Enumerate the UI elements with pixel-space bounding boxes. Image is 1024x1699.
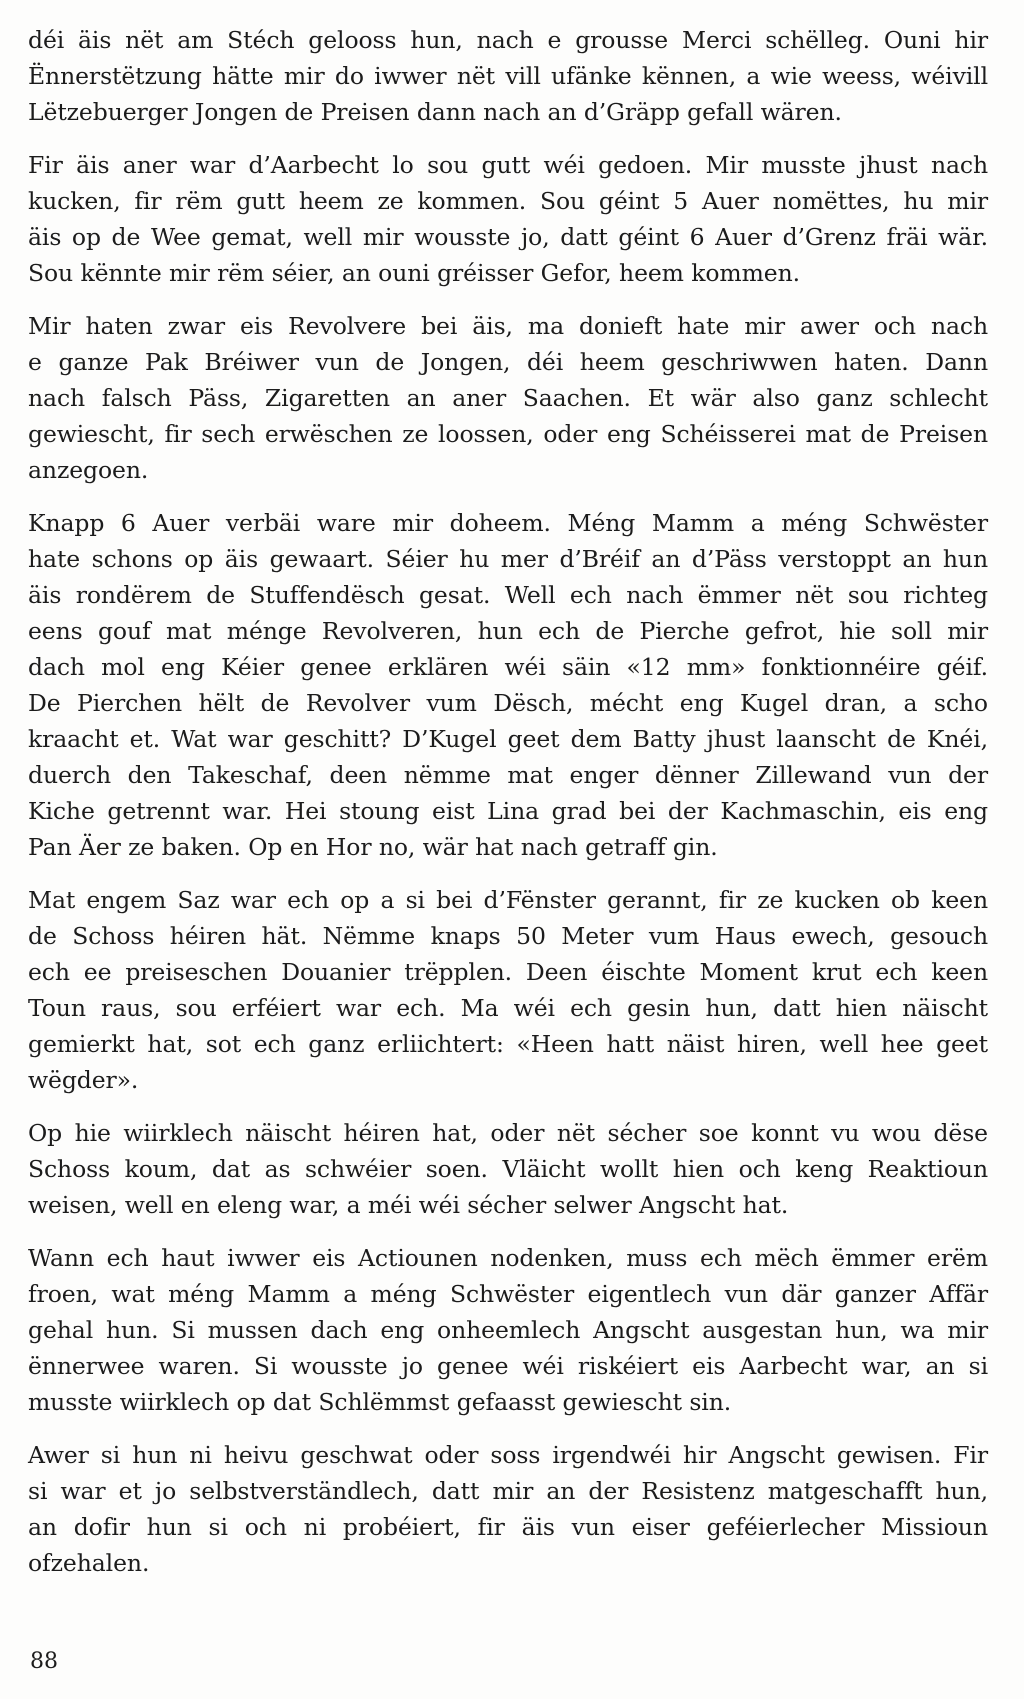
text-line: si war et jo selbstverständlech, datt mir an der Resistenz matgeschafft hun, bbox=[28, 1477, 988, 1505]
text-line: Fir äis aner war d’Aarbecht lo sou gutt wéi gedoen. Mir musste jhust nach bbox=[28, 151, 988, 179]
text-line: Wann ech haut iwwer eis Actiounen nodenken, muss ech mëch ëmmer erëm bbox=[28, 1244, 988, 1272]
paragraph bbox=[28, 147, 988, 291]
text-line: duerch den Takeschaf, deen nëmme mat enger dënner Zillewand vun der bbox=[28, 761, 988, 789]
text-line: Kiche getrennt war. Hei stoung eist Lina grad bei der Kachmaschin, eis eng bbox=[28, 797, 988, 825]
text-line: Op hie wiirklech näischt héiren hat, oder nët sécher soe konnt vu wou dëse bbox=[28, 1119, 988, 1147]
text-line: äis op de Wee gemat, well mir wousste jo, datt géint 6 Auer d’Grenz fräi wär. bbox=[28, 223, 988, 251]
text-line: kraacht et. Wat war geschitt? D’Kugel geet dem Batty jhust laanscht de Knéi, bbox=[28, 725, 988, 753]
text-line: Schoss koum, dat as schwéier soen. Vläicht wollt hien och keng Reaktioun bbox=[28, 1155, 988, 1183]
text-line: anzegoen. bbox=[28, 456, 149, 484]
text-line: gemierkt hat, sot ech ganz erliichtert: «Heen hatt näist hiren, well hee geet bbox=[28, 1030, 988, 1058]
paragraph bbox=[28, 22, 988, 130]
paragraph bbox=[28, 1437, 988, 1581]
text-line: äis rondërem de Stuffendësch gesat. Well ech nach ëmmer nët sou richteg bbox=[28, 581, 988, 609]
paragraph bbox=[28, 1240, 988, 1420]
text-line: hate schons op äis gewaart. Séier hu mer d’Bréif an d’Päss verstoppt an hun bbox=[28, 545, 988, 573]
text-line: Pan Äer ze baken. Op en Hor no, wär hat nach getraff gin. bbox=[28, 833, 718, 861]
text-line: Sou kënnte mir rëm séier, an ouni gréisser Gefor, heem kommen. bbox=[28, 259, 801, 287]
text-line: ënnerwee waren. Si wousste jo genee wéi riskéiert eis Aarbecht war, an si bbox=[28, 1352, 988, 1380]
text-line: Awer si hun ni heivu geschwat oder soss irgendwéi hir Angscht gewisen. Fir bbox=[28, 1441, 988, 1469]
text-line: dach mol eng Kéier genee erklären wéi säin «12 mm» fonktionnéire géif. bbox=[28, 653, 988, 681]
text-line: Mir haten zwar eis Revolvere bei äis, ma donieft hate mir awer och nach bbox=[28, 312, 988, 340]
text-line: Toun raus, sou erféiert war ech. Ma wéi ech gesin hun, datt hien näischt bbox=[28, 994, 988, 1022]
paragraph bbox=[28, 882, 988, 1098]
paragraph bbox=[28, 308, 988, 488]
text-line: kucken, fir rëm gutt heem ze kommen. Sou géint 5 Auer nomëttes, hu mir bbox=[28, 187, 988, 215]
paragraph bbox=[28, 1115, 988, 1223]
paragraph bbox=[28, 505, 988, 865]
text-line: gehal hun. Si mussen dach eng onheemlech Angscht ausgestan hun, wa mir bbox=[28, 1316, 988, 1344]
text-line: ofzehalen. bbox=[28, 1549, 150, 1577]
text-line: musste wiirklech op dat Schlëmmst gefaasst gewiescht sin. bbox=[28, 1388, 732, 1416]
text-line: nach falsch Päss, Zigaretten an aner Saachen. Et wär also ganz schlecht bbox=[28, 384, 988, 412]
page-number: 88 bbox=[30, 1649, 58, 1674]
text-line: weisen, well en eleng war, a méi wéi sécher selwer Angscht hat. bbox=[28, 1191, 789, 1219]
text-line: eens gouf mat ménge Revolveren, hun ech de Pierche gefrot, hie soll mir bbox=[28, 617, 988, 645]
text-line: Ënnerstëtzung hätte mir do iwwer nët vill ufänke kënnen, a wie weess, wéivill bbox=[28, 62, 988, 90]
text-line: ech ee preiseschen Douanier trëpplen. Deen éischte Moment krut ech keen bbox=[28, 958, 988, 986]
text-line: an dofir hun si och ni probéiert, fir äis vun eiser geféierlecher Missioun bbox=[28, 1513, 988, 1541]
text-line: gewiescht, fir sech erwëschen ze loossen, oder eng Schéisserei mat de Preisen bbox=[28, 420, 988, 448]
text-line: Knapp 6 Auer verbäi ware mir doheem. Méng Mamm a méng Schwëster bbox=[28, 509, 988, 537]
text-line: e ganze Pak Bréiwer vun de Jongen, déi heem geschriwwen haten. Dann bbox=[28, 348, 988, 376]
body-text bbox=[28, 22, 988, 1598]
text-line: Lëtzebuerger Jongen de Preisen dann nach an d’Gräpp gefall wären. bbox=[28, 98, 842, 126]
text-line: déi äis nët am Stéch gelooss hun, nach e grousse Merci schëlleg. Ouni hir bbox=[28, 26, 988, 54]
text-line: wëgder». bbox=[28, 1066, 139, 1094]
text-line: Mat engem Saz war ech op a si bei d’Fënster gerannt, fir ze kucken ob keen bbox=[28, 886, 988, 914]
text-line: de Schoss héiren hät. Nëmme knaps 50 Meter vum Haus ewech, gesouch bbox=[28, 922, 988, 950]
text-line: froen, wat méng Mamm a méng Schwëster eigentlech vun där ganzer Affär bbox=[28, 1280, 988, 1308]
text-line: De Pierchen hëlt de Revolver vum Dësch, mécht eng Kugel dran, a scho bbox=[28, 689, 988, 717]
